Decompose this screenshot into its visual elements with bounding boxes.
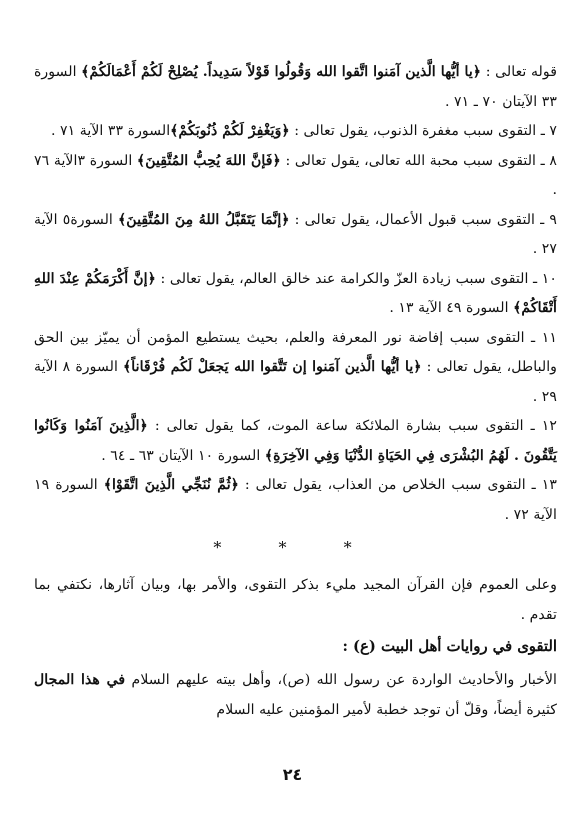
- paragraph-8: [34, 147, 557, 206]
- quran-verse: ﴿يا أيُّها الَّذين آمَنوا اتَّقوا الله وَقُولُوا قَوْلاً سَدِيداً. يُصْلِحْ لَكُمْ أَعْمَالَكُمْ﴾: [81, 64, 482, 80]
- section-separator: * * *: [213, 538, 378, 557]
- paragraph-intro: ٧ ـ التقوى سبب مغفرة الذنوب، يقول تعالى :: [289, 123, 557, 139]
- quran-verse: ﴿يا أيُّها الَّذين آمَنوا إن تَتَّقوا الله يَجعَلْ لَكُم فُرْقَاناً﴾: [122, 359, 422, 375]
- last-paragraph: [34, 666, 557, 725]
- paragraph-intro: قوله تعالى :: [481, 64, 557, 80]
- page-body: [34, 58, 557, 725]
- paragraph-7: [34, 117, 557, 147]
- paragraph-intro: ١٢ ـ التقوى سبب بشارة الملائكة ساعة الموت، كما يقول تعالى :: [147, 418, 557, 434]
- verse-reference: السورة٥ الآية ٢٧ .: [34, 211, 557, 257]
- quran-verse: ﴿الَّذِينَ آمَنُوا وَكَانُوا يَتَّقُونَ . لَهُمُ البُشْرَى فِي الحَيَاةِ الدُّنْيَا وَفِي الآخِرَةِ﴾: [34, 418, 557, 464]
- paragraph-intro: ١١ ـ التقوى سبب إفاضة نور المعرفة والعلم، بحيث يستطيع المؤمن أن يميّز بين الحق والباطل، يقول تعالى :: [34, 329, 558, 375]
- paragraph-10: [34, 265, 557, 324]
- paragraph-intro: ١٣ ـ التقوى سبب الخلاص من العذاب، يقول تعالى :: [238, 477, 557, 493]
- paragraph-intro: ٨ ـ التقوى سبب محبة الله تعالى، يقول تعالى :: [280, 152, 557, 169]
- verse-reference: السورة ٣٣ الآيتان ٧٠ ـ ٧١ .: [34, 64, 557, 110]
- paragraph-intro: ١٠ ـ التقوى سبب زيادة العزّ والكرامة عند خالق العالم، يقول تعالى :: [155, 270, 557, 287]
- quran-verse: ﴿إنَّ أَكْرَمَكُمْ عِنْدَ اللهِ أَتْقَاكُمْ﴾: [34, 270, 557, 316]
- quran-verse: ﴿إنَّمَا يَتَقَبَّلُ اللهُ مِنَ المُتَّقِينَ﴾: [117, 211, 290, 228]
- paragraph-intro: ٩ ـ التقوى سبب قبول الأعمال، يقول تعالى :: [289, 211, 557, 228]
- verse-reference: السورة ٣الآية ٧٦ .: [34, 152, 557, 198]
- paragraph-12: [34, 412, 557, 471]
- verse-reference: السورة ٨ الآية ٢٩ .: [34, 359, 557, 405]
- verse-reference: السورة ٣٣ الآية ٧١ .: [50, 123, 171, 139]
- paragraph-13: [34, 471, 557, 530]
- verse-reference: السورة ١٠ الآيتان ٦٣ ـ ٦٤ .: [101, 447, 265, 464]
- paragraph-11: [34, 324, 557, 413]
- page-number: ٢٤: [282, 765, 303, 784]
- quran-verse: ﴿فَإنَّ اللهَ يُحِبُّ المُتَّقِينَ﴾: [136, 152, 281, 169]
- verse-reference: السورة ٤٩ الآية ١٣ .: [389, 300, 514, 316]
- paragraph-text: الأخبار والأحاديث الواردة عن رسول الله (ص)، وأهل بيته عليهم السلام: [125, 672, 557, 688]
- verse-reference: السورة ١٩ الآية ٧٢ .: [34, 477, 557, 523]
- quran-verse: ﴿ثُمَّ نُنَجِّي الَّذِينَ اتَّقَوْا﴾: [103, 477, 239, 493]
- paragraph-9: [34, 206, 557, 265]
- quran-verse: ﴿وَيَغْفِرْ لَكُمْ ذُنُوبَكُمْ﴾: [170, 123, 290, 139]
- section-heading: التقوى في روايات أهل البيت (ع) :: [342, 638, 557, 655]
- paragraph-6: [34, 58, 557, 117]
- paragraph-text: كثيرة أيضاً، وقلّ أن توجد خطبة لأمير المؤمنين عليه السلام: [216, 701, 557, 718]
- paragraph-emphasis: في هذا المجال: [34, 672, 126, 688]
- closing-paragraph: وعلى العموم فإن القرآن المجيد مليء بذكر التقوى، والأمر بها، وبيان آثارها، نكتفي بما تقدم .: [34, 577, 557, 623]
